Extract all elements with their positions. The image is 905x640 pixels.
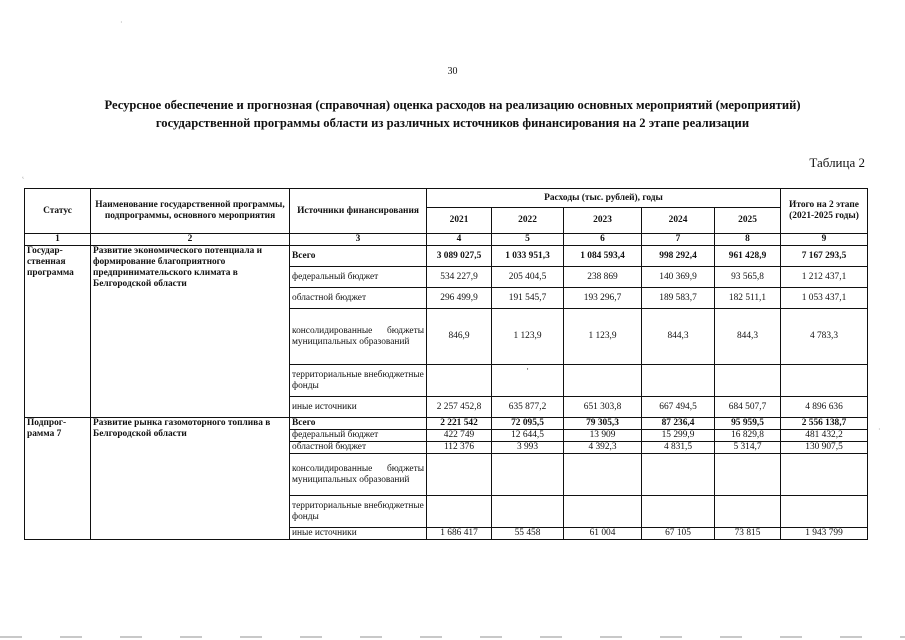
value-cell: 534 227,9: [427, 267, 492, 288]
value-cell: 684 507,7: [715, 397, 781, 418]
expenses-table: [24, 188, 868, 540]
column-index: 8: [715, 234, 781, 246]
value-cell: 4 392,3: [564, 442, 642, 454]
source-cell: федеральный бюджет: [290, 430, 427, 442]
total-cell: 130 907,5: [781, 442, 868, 454]
value-cell: 4 831,5: [642, 442, 715, 454]
source-cell: иные источники: [290, 397, 427, 418]
value-cell: 1 123,9: [492, 309, 564, 365]
value-cell: [642, 496, 715, 528]
value-cell: 182 511,1: [715, 288, 781, 309]
total-cell: 1 053 437,1: [781, 288, 868, 309]
column-index: 7: [642, 234, 715, 246]
header-name: Наименование государственной программы, подпрограммы, основного мероприятия: [91, 189, 290, 234]
status-cell: Государ-ственная программа: [25, 246, 91, 418]
value-cell: 1 033 951,3: [492, 246, 564, 267]
column-index: 3: [290, 234, 427, 246]
value-cell: 191 545,7: [492, 288, 564, 309]
header-expenses: Расходы (тыс. рублей), годы: [427, 189, 781, 208]
value-cell: 846,9: [427, 309, 492, 365]
value-cell: 844,3: [715, 309, 781, 365]
scan-speck: ˛: [22, 170, 25, 179]
total-cell: 4 783,3: [781, 309, 868, 365]
value-cell: 73 815: [715, 528, 781, 540]
value-cell: [564, 454, 642, 496]
name-cell: Развитие экономического потенциала и формирование благоприятного предпринимательского климата в Белгородской области: [91, 246, 290, 418]
value-cell: 15 299,9: [642, 430, 715, 442]
header-year: 2022: [492, 208, 564, 234]
scan-speck: ·: [878, 425, 881, 434]
value-cell: 422 749: [427, 430, 492, 442]
scan-speck: ·: [120, 18, 123, 27]
value-cell: 635 877,2: [492, 397, 564, 418]
value-cell: [642, 365, 715, 397]
source-cell: консолидированные бюджеты муниципальных образований: [290, 454, 427, 496]
value-cell: 5 314,7: [715, 442, 781, 454]
value-cell: [427, 496, 492, 528]
value-cell: 1 686 417: [427, 528, 492, 540]
value-cell: 205 404,5: [492, 267, 564, 288]
name-cell: Развитие рынка газомоторного топлива в Белгородской области: [91, 418, 290, 540]
value-cell: [715, 454, 781, 496]
source-cell: иные источники: [290, 528, 427, 540]
value-cell: 95 959,5: [715, 418, 781, 430]
total-cell: 481 432,2: [781, 430, 868, 442]
value-cell: 93 565,8: [715, 267, 781, 288]
source-cell: консолидированные бюджеты муниципальных образований: [290, 309, 427, 365]
value-cell: 1 084 593,4: [564, 246, 642, 267]
value-cell: 961 428,9: [715, 246, 781, 267]
source-cell: Всего: [290, 246, 427, 267]
document-title: [30, 96, 875, 132]
value-cell: 189 583,7: [642, 288, 715, 309]
value-cell: 1 123,9: [564, 309, 642, 365]
value-cell: [564, 365, 642, 397]
value-cell: 13 909: [564, 430, 642, 442]
header-year: 2021: [427, 208, 492, 234]
value-cell: ·: [492, 365, 564, 397]
value-cell: 72 095,5: [492, 418, 564, 430]
value-cell: [492, 454, 564, 496]
value-cell: 61 004: [564, 528, 642, 540]
total-cell: 7 167 293,5: [781, 246, 868, 267]
source-cell: областной бюджет: [290, 442, 427, 454]
value-cell: 55 458: [492, 528, 564, 540]
value-cell: 651 303,8: [564, 397, 642, 418]
header-year: 2023: [564, 208, 642, 234]
value-cell: 238 869: [564, 267, 642, 288]
column-index: 4: [427, 234, 492, 246]
value-cell: [715, 365, 781, 397]
column-index: 6: [564, 234, 642, 246]
source-cell: федеральный бюджет: [290, 267, 427, 288]
header-total: Итого на 2 этапе (2021-2025 годы): [781, 189, 868, 234]
value-cell: 193 296,7: [564, 288, 642, 309]
value-cell: 3 993: [492, 442, 564, 454]
value-cell: 112 376: [427, 442, 492, 454]
total-cell: 1 943 799: [781, 528, 868, 540]
table-row: [25, 246, 868, 267]
total-cell: 4 896 636: [781, 397, 868, 418]
total-cell: [781, 365, 868, 397]
value-cell: 296 499,9: [427, 288, 492, 309]
header-sources: Источники финансирования: [290, 189, 427, 234]
header-status: Статус: [25, 189, 91, 234]
value-cell: 12 644,5: [492, 430, 564, 442]
column-index-row: [25, 234, 868, 246]
total-cell: 1 212 437,1: [781, 267, 868, 288]
source-cell: областной бюджет: [290, 288, 427, 309]
value-cell: [427, 365, 492, 397]
value-cell: 667 494,5: [642, 397, 715, 418]
scan-edge-marks: [0, 636, 905, 638]
value-cell: [427, 454, 492, 496]
status-cell: Подпрог-рамма 7: [25, 418, 91, 540]
total-cell: 2 556 138,7: [781, 418, 868, 430]
table-row: [25, 418, 868, 430]
value-cell: [715, 496, 781, 528]
value-cell: 16 829,8: [715, 430, 781, 442]
value-cell: 79 305,3: [564, 418, 642, 430]
document-title-line-1: Ресурсное обеспечение и прогнозная (справочная) оценка расходов на реализацию основных мероприятий (мероприятий): [104, 98, 801, 112]
document-title-line-2: государственной программы области из различных источников финансирования на 2 этапе реализации: [155, 116, 750, 130]
value-cell: 2 221 542: [427, 418, 492, 430]
page-number: 30: [447, 66, 458, 77]
value-cell: 87 236,4: [642, 418, 715, 430]
source-cell: территориальные внебюджетные фонды: [290, 365, 427, 397]
value-cell: 3 089 027,5: [427, 246, 492, 267]
column-index: 5: [492, 234, 564, 246]
value-cell: 844,3: [642, 309, 715, 365]
value-cell: 998 292,4: [642, 246, 715, 267]
header-year: 2024: [642, 208, 715, 234]
column-index: 9: [781, 234, 868, 246]
value-cell: [642, 454, 715, 496]
value-cell: 67 105: [642, 528, 715, 540]
total-cell: [781, 454, 868, 496]
value-cell: [564, 496, 642, 528]
value-cell: [492, 496, 564, 528]
header-year: 2025: [715, 208, 781, 234]
value-cell: 140 369,9: [642, 267, 715, 288]
source-cell: территориальные внебюджетные фонды: [290, 496, 427, 528]
table-caption: Таблица 2: [809, 155, 865, 170]
value-cell: 2 257 452,8: [427, 397, 492, 418]
total-cell: [781, 496, 868, 528]
column-index: 2: [91, 234, 290, 246]
source-cell: Всего: [290, 418, 427, 430]
column-index: 1: [25, 234, 91, 246]
